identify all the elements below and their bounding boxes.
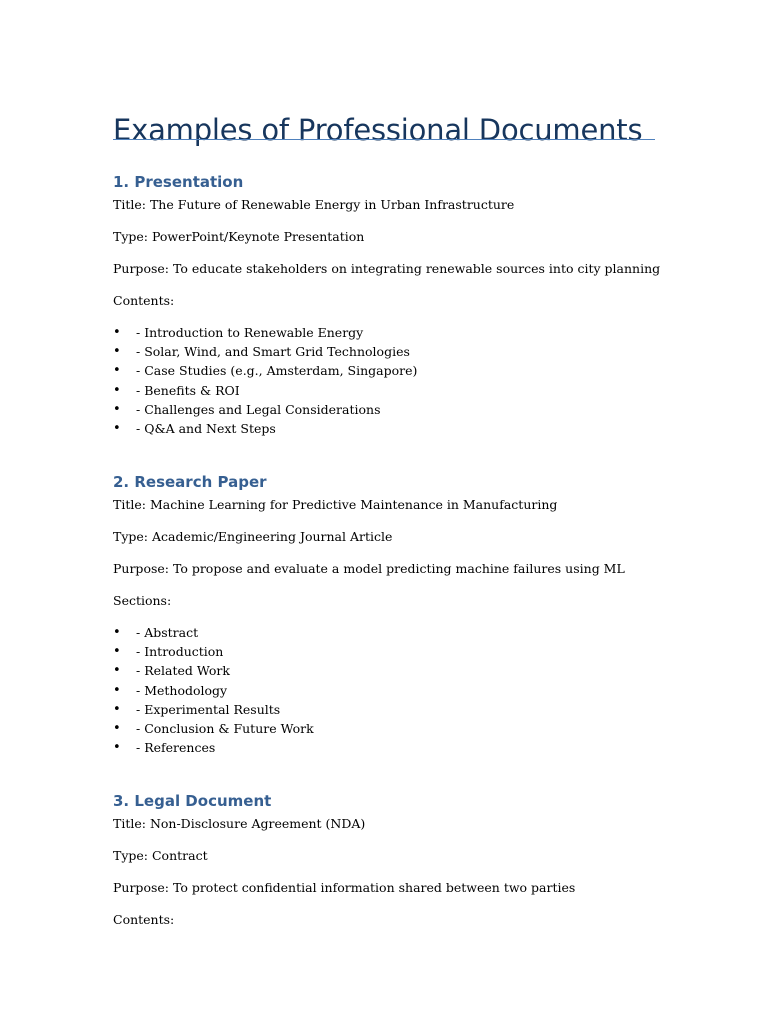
list-item (113, 642, 655, 661)
section-list-label: Contents: (113, 912, 175, 927)
list-item (113, 661, 655, 680)
section-purpose-line: Purpose: To protect confidential information shared between two parties (113, 880, 576, 895)
bullet-icon: • (113, 363, 121, 379)
section-type-line: Type: Academic/Engineering Journal Article (113, 529, 393, 544)
section-title-line: Title: Non-Disclosure Agreement (NDA) (113, 816, 366, 831)
list-item (113, 400, 655, 419)
list-item (113, 681, 655, 700)
list-item-text: - Related Work (136, 663, 230, 679)
list-item-text: - Introduction (136, 644, 224, 660)
list-item-text: - Experimental Results (136, 701, 281, 717)
bullet-icon: • (113, 325, 121, 340)
bullet-icon: • (113, 344, 121, 360)
list-item-text: - Conclusion & Future Work (136, 720, 314, 736)
section-purpose-line: Purpose: To propose and evaluate a model predicting machine failures using ML (113, 561, 625, 576)
list-item (113, 623, 655, 642)
section-presentation (113, 171, 661, 438)
list-item-text: - References (136, 740, 216, 756)
section-heading: 2. Research Paper (113, 473, 267, 491)
document-title: Examples of Professional Documents (113, 113, 643, 148)
bullet-icon: • (113, 644, 121, 660)
list-item-text: - Methodology (136, 682, 228, 698)
list-item (113, 342, 655, 361)
list-item-text: - Solar, Wind, and Smart Grid Technologies (136, 344, 410, 360)
bullet-list (113, 323, 655, 438)
section-research-paper (113, 471, 655, 757)
list-item-text: - Challenges and Legal Considerations (136, 401, 381, 417)
bullet-icon: • (113, 420, 121, 436)
bullet-icon: • (113, 663, 121, 679)
bullet-icon: • (113, 740, 121, 756)
bullet-icon: • (113, 382, 121, 398)
bullet-icon: • (113, 401, 121, 417)
list-item (113, 719, 655, 738)
list-item-text: - Benefits & ROI (136, 382, 240, 398)
bullet-icon: • (113, 625, 121, 640)
bullet-icon: • (113, 682, 121, 698)
section-heading: 1. Presentation (113, 173, 244, 191)
bullet-icon: • (113, 720, 121, 736)
title-underline (113, 139, 655, 140)
bullet-list (113, 623, 655, 757)
list-item-text: - Q&A and Next Steps (136, 420, 276, 436)
bullet-icon: • (113, 701, 121, 717)
list-item (113, 323, 655, 342)
list-item-text: - Abstract (136, 625, 199, 640)
list-item (113, 738, 655, 757)
list-item-text: - Introduction to Renewable Energy (136, 325, 364, 340)
list-item-text: - Case Studies (e.g., Amsterdam, Singapore) (136, 363, 418, 379)
list-item (113, 419, 655, 438)
section-title-line: Title: The Future of Renewable Energy in Urban Infrastructure (113, 197, 515, 212)
section-heading: 3. Legal Document (113, 792, 272, 810)
section-title-line: Title: Machine Learning for Predictive Maintenance in Manufacturing (113, 497, 558, 512)
section-list-label: Contents: (113, 293, 175, 308)
section-type-line: Type: Contract (113, 848, 208, 863)
section-type-line: Type: PowerPoint/Keynote Presentation (113, 229, 365, 244)
list-item (113, 361, 655, 380)
list-item (113, 381, 655, 400)
list-item (113, 700, 655, 719)
section-legal-document (113, 790, 655, 942)
section-list-label: Sections: (113, 593, 172, 608)
section-purpose-line: Purpose: To educate stakeholders on integrating renewable sources into city planning (113, 261, 661, 276)
